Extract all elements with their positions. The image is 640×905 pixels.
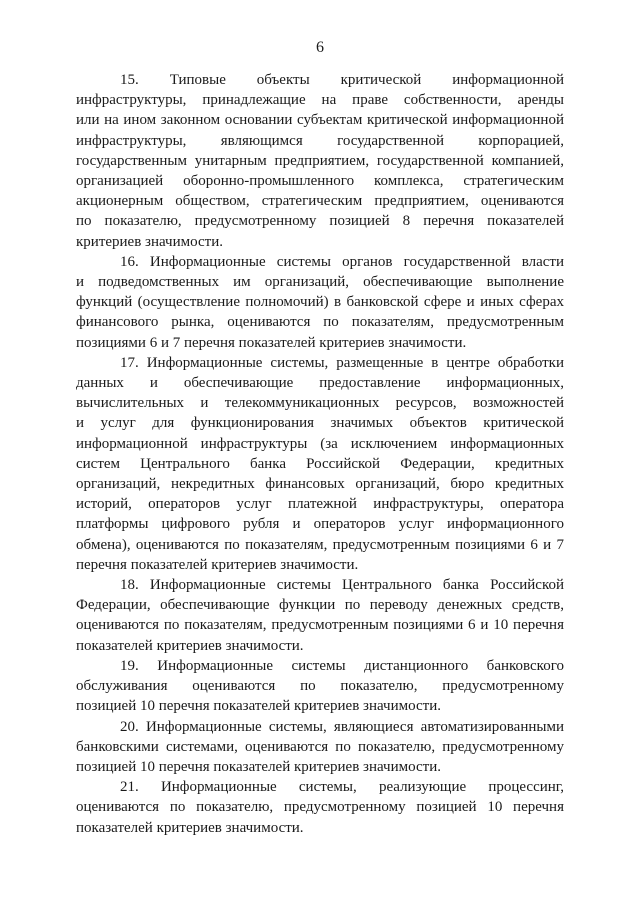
paragraph-line: 18. Информационные системы Центрального банка Российской <box>120 577 564 594</box>
paragraph-line: позициями 6 и 7 перечня показателей критериев значимости. <box>76 334 467 351</box>
paragraph <box>76 575 564 656</box>
paragraph-line: позицией 10 перечня показателей критериев значимости. <box>76 698 441 715</box>
paragraph-line: функций (осуществление полномочий) в банковской сфере и иных сферах <box>76 294 564 311</box>
paragraph-line: 17. Информационные системы, размещенные в центре обработки <box>120 354 564 371</box>
paragraph-line: по показателю, предусмотренному позицией 8 перечня показателей <box>76 213 564 230</box>
paragraph-line: историй, операторов услуг платежной инфраструктуры, оператора <box>76 496 564 513</box>
paragraph-line: организацией оборонно-промышленного комплекса, стратегическим <box>76 173 564 190</box>
paragraph-line: 20. Информационные системы, являющиеся автоматизированными <box>120 718 564 735</box>
paragraph-line: информационной инфраструктуры (за исключением информационных <box>76 435 564 452</box>
paragraph-line: данных и обеспечивающие предоставление информационных, <box>76 375 564 392</box>
paragraph-line: показателей критериев значимости. <box>76 819 304 836</box>
paragraph-line: и услуг для функционирования значимых объектов критической <box>76 415 564 432</box>
paragraph-line: показателей критериев значимости. <box>76 637 304 654</box>
paragraph-line: финансового рынка, оцениваются по показателям, предусмотренным <box>76 314 564 331</box>
paragraph-line: оцениваются по показателям, предусмотренным позициями 6 и 10 перечня <box>76 617 564 634</box>
document-body <box>76 70 564 838</box>
paragraph-line: позицией 10 перечня показателей критериев значимости. <box>76 758 441 775</box>
paragraph <box>76 353 564 575</box>
paragraph <box>76 252 564 353</box>
paragraph-line: вычислительных и телекоммуникационных ресурсов, возможностей <box>76 395 564 412</box>
paragraph <box>76 717 564 778</box>
paragraph-line: систем Центрального банка Российской Федерации, кредитных <box>76 455 564 472</box>
paragraph-line: оцениваются по показателю, предусмотренному позицией 10 перечня <box>76 799 564 816</box>
paragraph-line: перечня показателей критериев значимости. <box>76 556 359 573</box>
paragraph-line: 16. Информационные системы органов государственной власти <box>120 253 564 270</box>
page-number: 6 <box>316 39 324 56</box>
paragraph-line: 21. Информационные системы, реализующие процессинг, <box>120 779 564 796</box>
paragraph <box>76 656 564 717</box>
paragraph-line: Федерации, обеспечивающие функции по переводу денежных средств, <box>76 597 564 614</box>
paragraph-line: банковскими системами, оцениваются по показателю, предусмотренному <box>76 738 564 755</box>
paragraph <box>76 777 564 838</box>
paragraph-line: инфраструктуры, являющимся государственной корпорацией, <box>76 132 564 149</box>
paragraph-line: обмена), оцениваются по показателям, предусмотренным позициями 6 и 7 <box>76 536 564 553</box>
paragraph-line: организаций, некредитных финансовых организаций, бюро кредитных <box>76 476 564 493</box>
paragraph-line: 15. Типовые объекты критической информационной <box>120 72 564 88</box>
paragraph-line: критериев значимости. <box>76 233 223 250</box>
paragraph-line: акционерным обществом, стратегическим предприятием, оцениваются <box>76 193 564 210</box>
paragraph-line: платформы цифрового рубля и операторов услуг информационного <box>76 516 564 533</box>
paragraph-line: 19. Информационные системы дистанционного банковского <box>120 657 564 674</box>
paragraph <box>76 70 564 252</box>
paragraph-line: государственным унитарным предприятием, государственной компанией, <box>76 152 564 169</box>
paragraph-line: или на ином законном основании субъектам критической информационной <box>76 112 564 129</box>
paragraph-line: инфраструктуры, принадлежащие на праве собственности, аренды <box>76 92 564 109</box>
paragraph-line: и подведомственных им организаций, обеспечивающие выполнение <box>76 274 564 291</box>
paragraph-line: обслуживания оцениваются по показателю, предусмотренному <box>76 678 564 695</box>
